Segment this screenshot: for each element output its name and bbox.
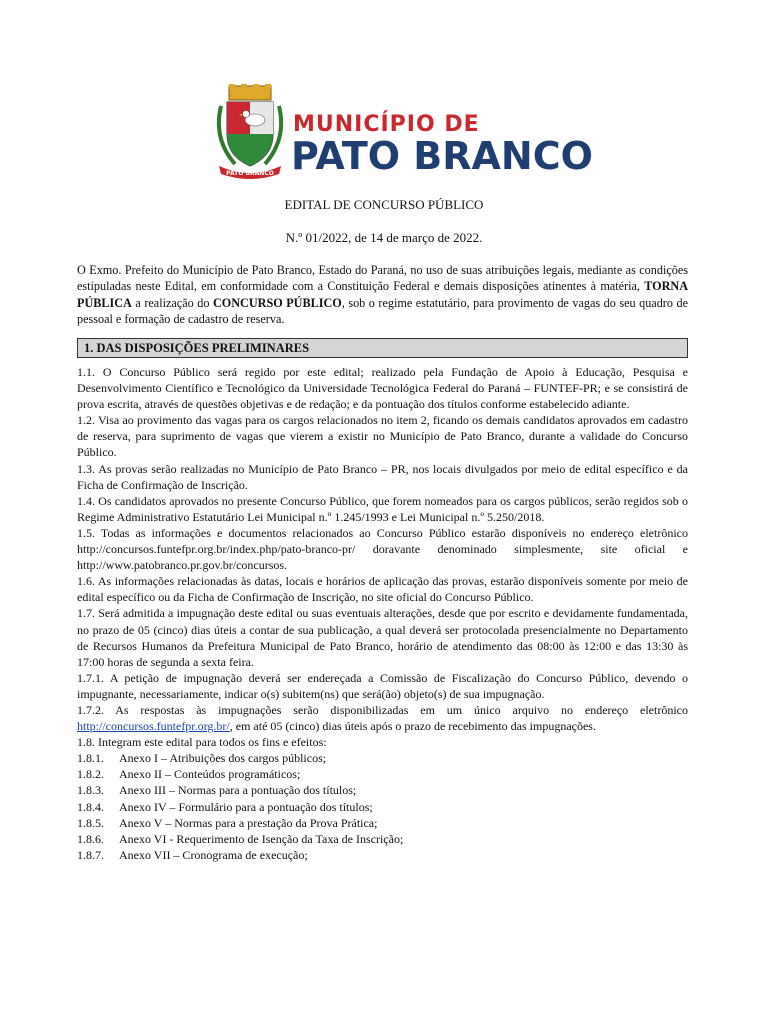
annex-text: Anexo IV – Formulário para a pontuação dos títulos; [119,799,373,814]
item-1-2: 1.2. Visa ao provimento das vagas para os cargos relacionados no item 2, ficando os demais candidatos aprovados em cadastro de reserva, para suprimento de vagas que vierem a existir no Município de Pato Branco, durante a validade do Concurso Público. [77,413,688,460]
list-item [77,847,688,863]
coat-of-arms-icon [215,84,285,180]
annex-number: 1.8.3. [77,783,104,798]
crest-ribbon-text: PATO BRANCO [226,170,274,177]
annex-number: 1.8.5. [77,815,104,830]
annex-text: Anexo I – Atribuições dos cargos públicos; [119,751,327,766]
item-1-7-2-text: 1.7.2. As respostas às impugnações serão disponibilizadas em um único arquivo no endereço eletrônico [77,702,688,717]
list-item [77,766,688,782]
intro-paragraph [77,262,688,328]
section-body [77,364,688,863]
annex-text: Anexo II – Conteúdos programáticos; [119,767,301,782]
annex-number: 1.8.2. [77,767,104,782]
logo-line-pato-branco: PATO BRANCO [291,134,593,178]
item-1-7-1: 1.7.1. A petição de impugnação deverá ser endereçada a Comissão de Fiscalização do Concurso Público, devendo o impugnante, necessariamente, indicar o(s) subitem(ns) que será(ão) objeto(s) de sua impugnação. [77,670,688,701]
annex-text: Anexo III – Normas para a pontuação dos títulos; [119,783,357,798]
logo-line-municipio: MUNICÍPIO DE [293,112,480,137]
document-subtitle: N.º 01/2022, de 14 de março de 2022. [285,230,483,245]
document-title: EDITAL DE CONCURSO PÚBLICO [284,197,484,212]
list-item [77,782,688,798]
item-1-8: 1.8. Integram este edital para todos os fins e efeitos: [77,735,327,750]
list-item [77,831,688,847]
annex-text: Anexo V – Normas para a prestação da Prova Prática; [119,815,378,830]
list-item [77,799,688,815]
intro-bold-1: TORNA PÚBLICA [77,279,689,310]
item-1-4: 1.4. Os candidatos aprovados no presente Concurso Público, que forem nomeados para os cargos públicos, serão regidos sob o Regime Administrativo Estatutário Lei Municipal n.º 1.245/1993 e Lei Municipal n.º 5.250/2018. [77,493,688,524]
item-1-7-2 [77,702,688,734]
annex-list [77,750,688,863]
list-item [77,815,688,831]
item-1-7: 1.7. Será admitida a impugnação deste edital ou suas eventuais alterações, desde que por escrito e devidamente fundamentada, no prazo de 05 (cinco) dias úteis a contar de sua publicação, a qual deverá ser protocolada presencialmente no Departamento de Recursos Humanos da Prefeitura Municipal de Pato Branco, horário de atendimento das 08:00 às 12:00 e das 13:30 às 17:00 horas de segunda a sexta feira. [77,606,688,669]
annex-number: 1.8.4. [77,799,104,814]
intro-text-3: , sob o regime estatutário, para provimento de vagas do seu quadro de pessoal e formação de cadastro de reserva. [77,295,688,327]
annex-text: Anexo VI - Requerimento de Isenção da Taxa de Inscrição; [119,831,404,846]
list-item [77,750,688,766]
intro-text-1: O Exmo. Prefeito do Município de Pato Branco, Estado do Paraná, no uso de suas atribuições legais, mediante as condições estipuladas neste Edital, em conformidade com a Constituição Federal e demais disposições atinentes à matéria, [77,263,688,294]
intro-bold-2: CONCURSO PÚBLICO [212,295,342,310]
item-1-5: 1.5. Todas as informações e documentos relacionados ao Concurso Público estarão disponíveis no endereço eletrônico http://concursos.funtefpr.org.br/index.php/pato-branco-pr/ doravante denominado simplesmente, site oficial e http://www.patobranco.pr.gov.br/concursos. [77,525,688,573]
annex-text: Anexo VII – Cronograma de execução; [119,847,308,862]
municipality-logo [215,84,593,184]
item-1-7-2-text-end: , em até 05 (cinco) dias úteis após o prazo de recebimento das impugnações. [229,719,596,734]
intro-text-2: a realização do [135,295,210,310]
item-1-1: 1.1. O Concurso Público será regido por este edital; realizado pela Fundação de Apoio à Educação, Pesquisa e Desenvolvimento Científico e Tecnológico da Universidade Tecnológica Federal do Paraná – FUNTEF-PR; e se consistirá de prova escrita, através de questões objetivas e de redação; e da pontuação dos títulos conforme estabelecido adiante. [77,365,688,412]
item-1-6: 1.6. As informações relacionadas às datas, locais e horários de aplicação das provas, estarão disponíveis somente por meio de edital específico ou da Ficha de Confirmação de Inscrição, no site oficial do Concurso Público. [77,574,688,605]
section-heading: 1. DAS DISPOSIÇÕES PRELIMINARES [77,338,688,358]
annex-number: 1.8.1. [77,751,104,766]
impugnacoes-link[interactable]: http://concursos.funtefpr.org.br/ [77,719,230,734]
annex-number: 1.8.7. [77,847,104,862]
item-1-3: 1.3. As provas serão realizadas no Município de Pato Branco – PR, nos locais divulgados por meio de edital específico e da Ficha de Confirmação de Inscrição. [77,461,688,492]
annex-number: 1.8.6. [77,831,104,846]
